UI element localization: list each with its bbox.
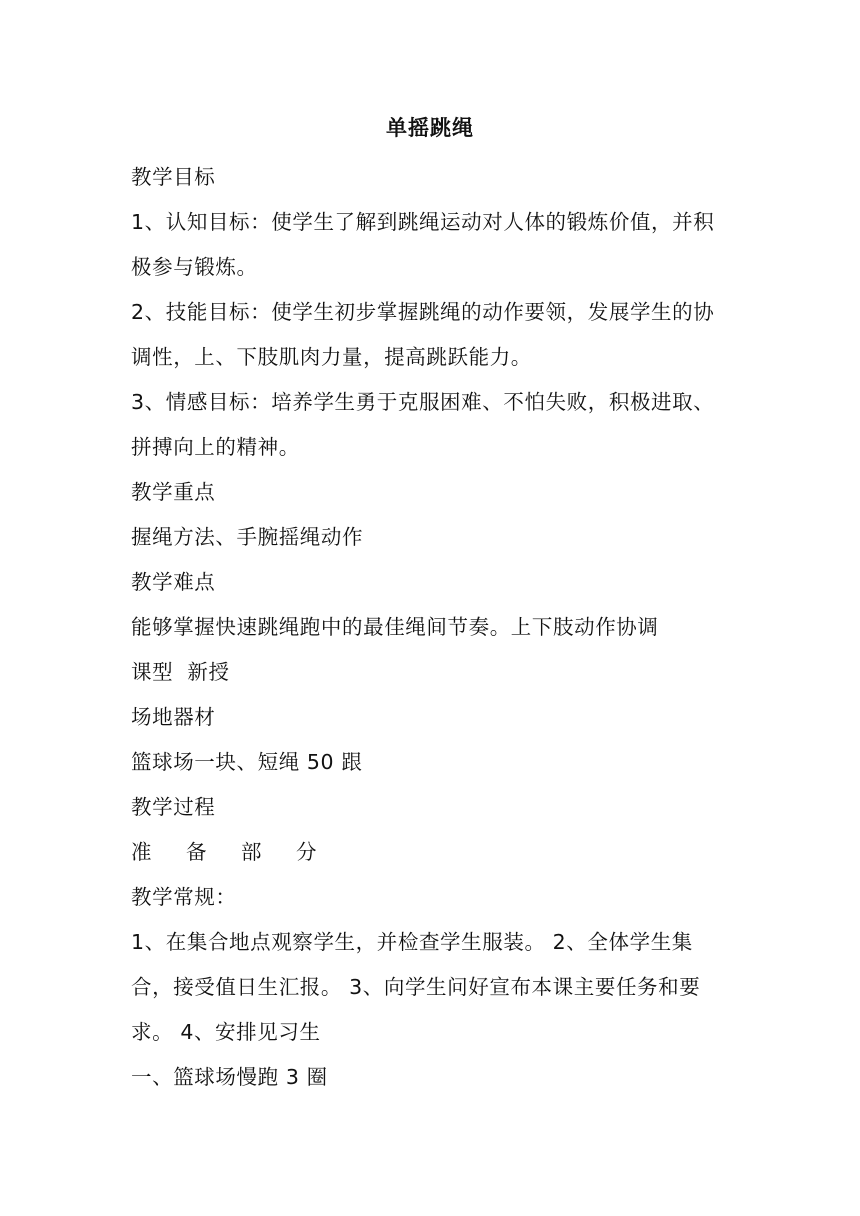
key-points-text: 握绳方法、手腕摇绳动作	[131, 525, 364, 549]
routine-text: 1、在集合地点观察学生，并检查学生服装。 2、全体学生集合，接受值日生汇报。 3、向学生问好宣布本课主要任务和要求。 4、安排见习生	[131, 930, 701, 1044]
goal-emotional: 3、情感目标：培养学生勇于克服困难、不怕失败，积极进取、拼搏向上的精神。	[131, 390, 715, 459]
heading-teaching-process: 教学过程	[131, 795, 216, 819]
difficulties-text: 能够掌握快速跳绳跑中的最佳绳间节奏。上下肢动作协调	[131, 615, 659, 639]
venue-equipment-text: 篮球场一块、短绳 50 跟	[131, 750, 363, 774]
heading-venue-equipment: 场地器材	[131, 705, 216, 729]
document-body	[131, 155, 731, 1100]
warmup-jog: 一、篮球场慢跑 3 圈	[131, 1065, 328, 1089]
heading-key-points: 教学重点	[131, 480, 216, 504]
lesson-type: 课型 新授	[131, 660, 230, 684]
document-title: 单摇跳绳	[386, 116, 474, 140]
section-preparation: 准 备 部 分	[131, 840, 331, 864]
heading-difficulties: 教学难点	[131, 570, 216, 594]
heading-routine: 教学常规：	[131, 885, 237, 909]
heading-teaching-goals: 教学目标	[131, 165, 216, 189]
goal-cognitive: 1、认知目标：使学生了解到跳绳运动对人体的锻炼价值，并积极参与锻炼。	[131, 210, 715, 279]
goal-skill: 2、技能目标：使学生初步掌握跳绳的动作要领，发展学生的协调性，上、下肢肌肉力量，提高跳跃能力。	[131, 300, 715, 369]
